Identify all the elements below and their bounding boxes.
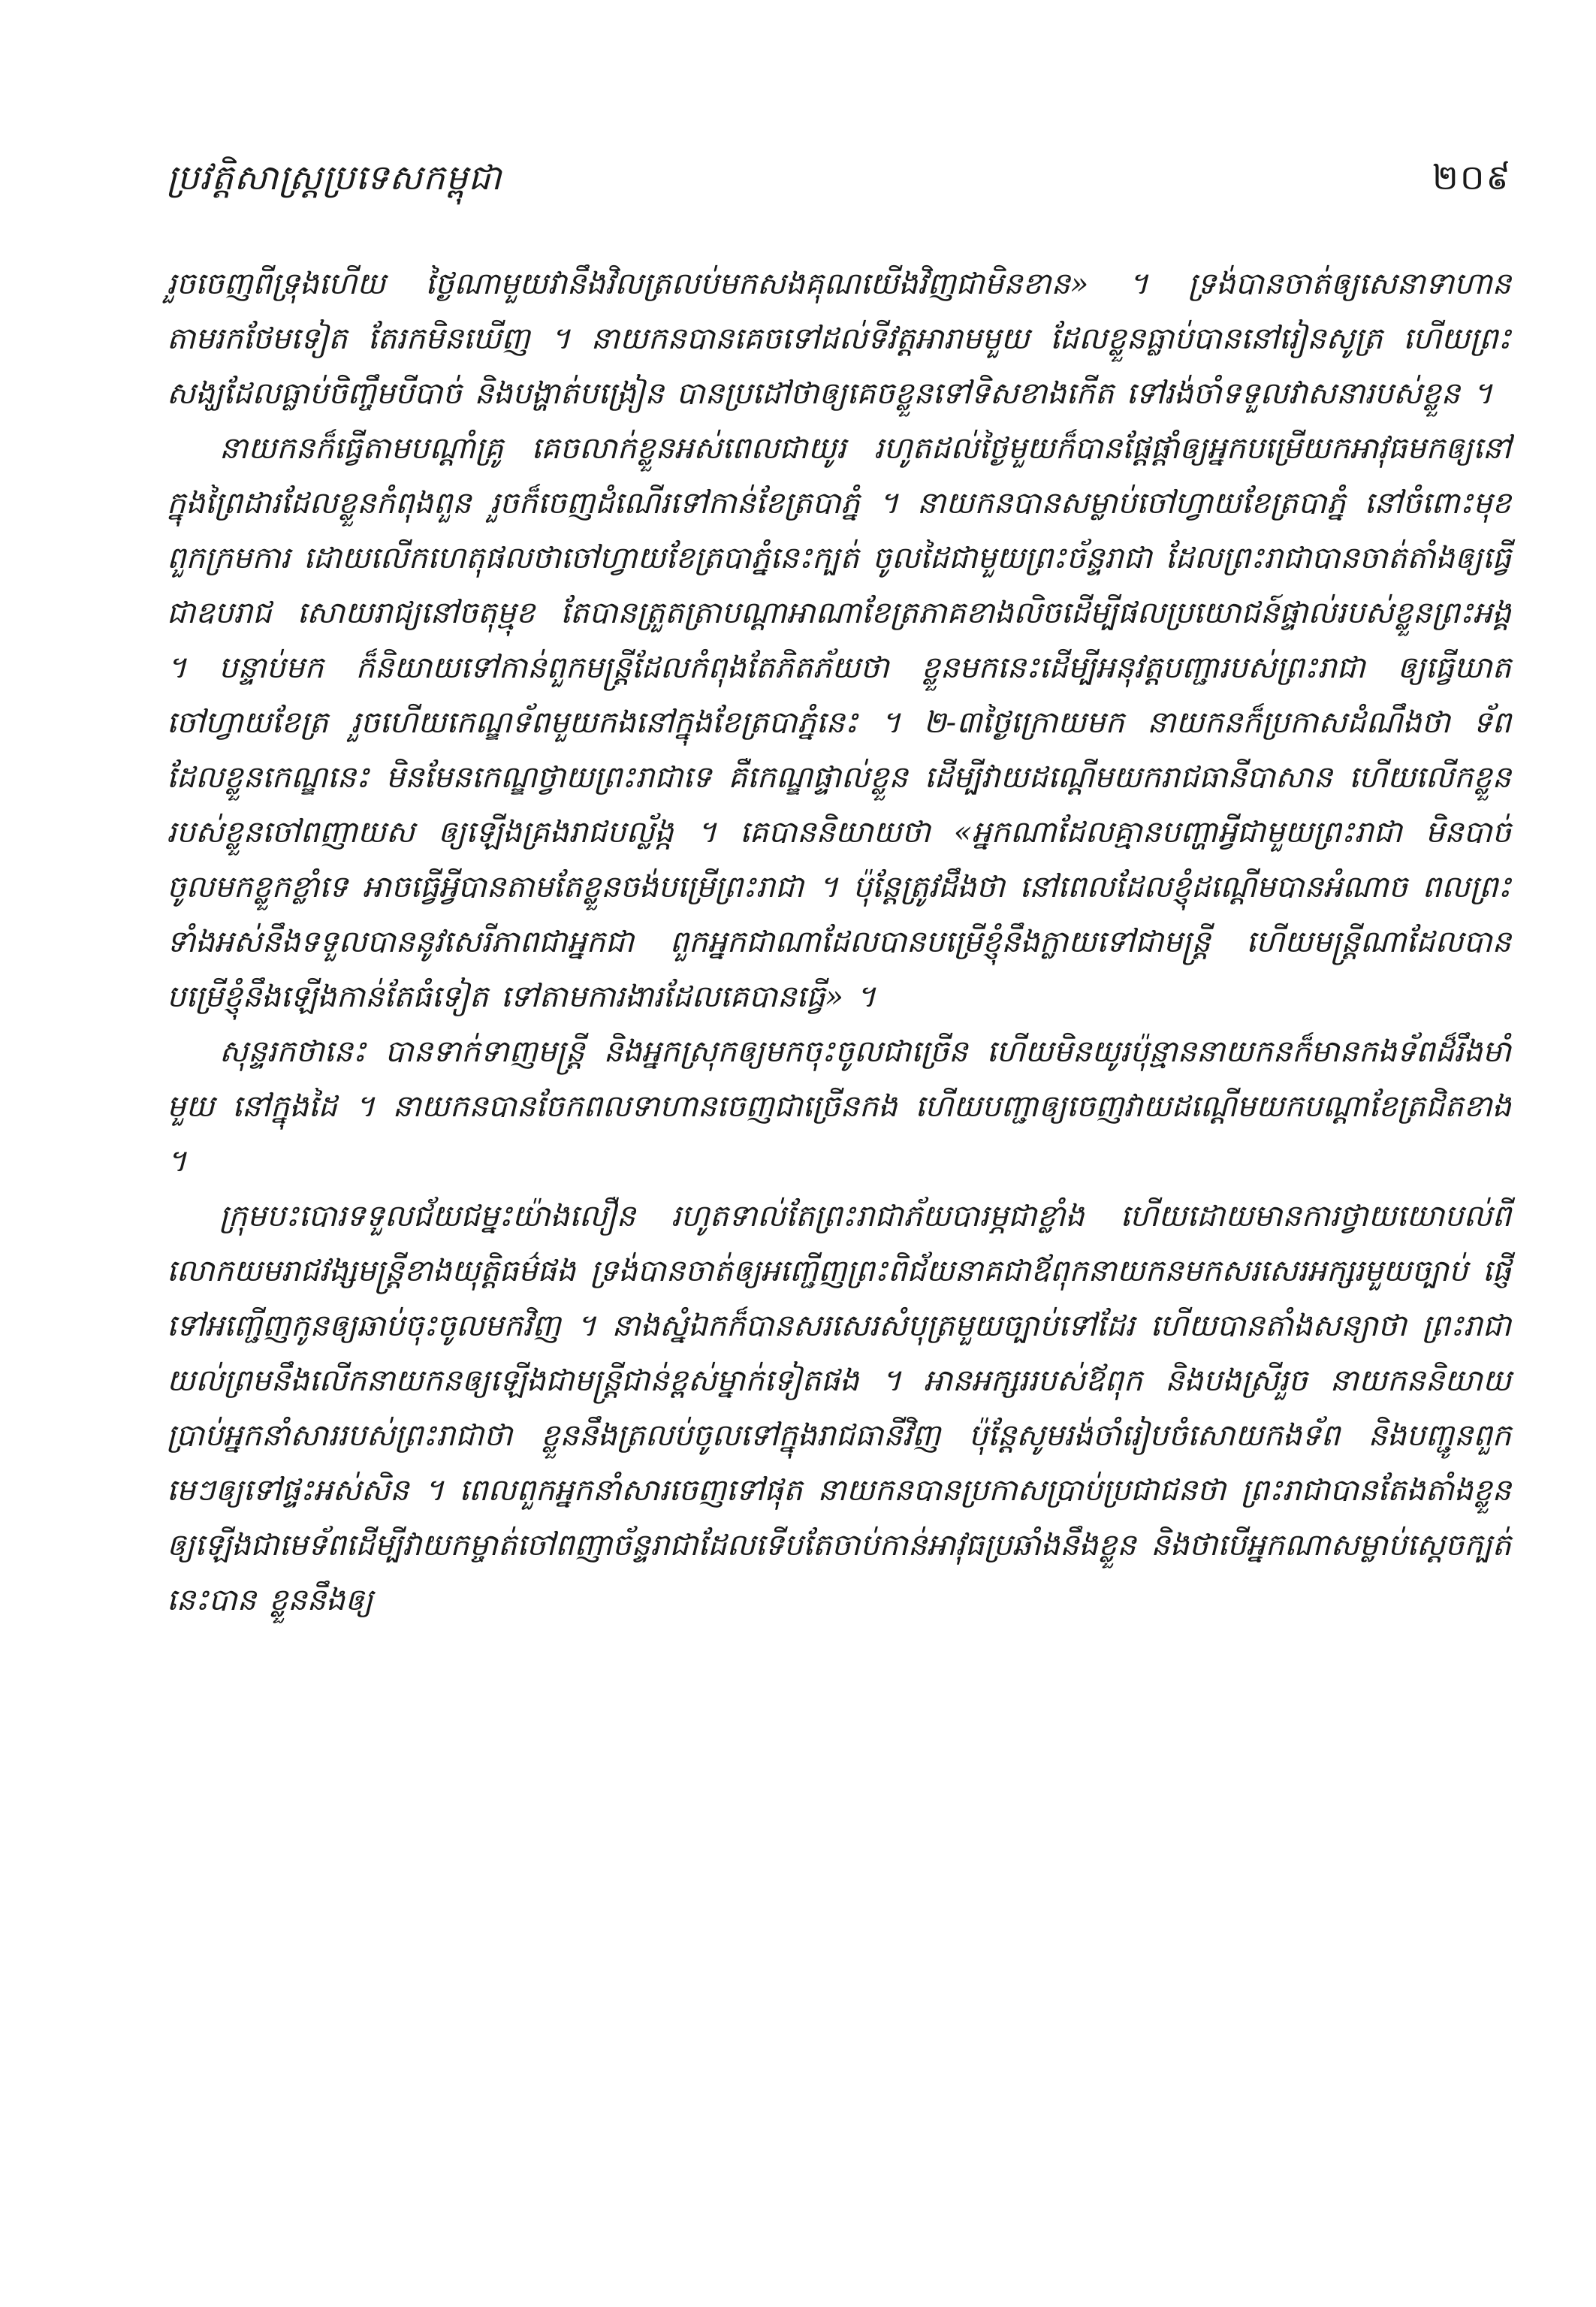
body-text <box>167 257 1511 1628</box>
paragraph-1: រួចចេញពីទ្រុងហើយ ថ្ងៃណាមួយវានឹងវិលត្រលប់មកសងគុណយើងវិញជាមិនខាន» ។ ទ្រង់បានចាត់ឲ្យសេនាទាហានតាមរកថែមទៀត តែរកមិនឃើញ ។ នាយកនបានគេចទៅដល់ទីវត្តអារាមមួយ ដែលខ្លួនធ្លាប់បាននៅរៀនសូត្រ ហើយព្រះសង្ឃដែលធ្លាប់ចិញ្ចឹមបីបាច់ និងបង្ហាត់បង្រៀន បានប្រដៅថាឲ្យគេចខ្លួនទៅទិសខាងកើត ទៅរង់ចាំទទួលវាសនារបស់ខ្លួន ។ <box>167 267 1511 411</box>
paragraph-2: នាយកនក៏ធ្វើតាមបណ្តាំគ្រូ គេចលាក់ខ្លួនអស់ពេលជាយូរ រហូតដល់ថ្ងៃមួយក៏បានផ្តែផ្តាំឲ្យអ្នកបម្រើយកអាវុធមកឲ្យនៅក្នុងព្រៃដារដែលខ្លួនកំពុងពួន រួចក៏ចេញដំណើរទៅកាន់ខែត្របាភ្នំ ។ នាយកនបានសម្លាប់ចៅហ្វាយខែត្របាភ្នំ នៅចំពោះមុខពួកក្រមការ ដោយលើកហេតុផលថាចៅហ្វាយខែត្របាភ្នំនេះក្បត់ ចូលដៃជាមួយព្រះច័ន្ទរាជា ដែលព្រះរាជាបានចាត់តាំងឲ្យធ្វើជាឧបរាជ សោយរាជ្យនៅចតុម្មុខ តែបានត្រួតត្រាបណ្តាអាណាខែត្រភាគខាងលិចដើម្បីផលប្រយោជន៍ផ្ទាល់របស់ខ្លួនព្រះអង្គ ។ បន្ទាប់មក ក៏និយាយទៅកាន់ពួកមន្ត្រីដែលកំពុងតែភិតភ័យថា ខ្លួនមកនេះដើម្បីអនុវត្តបញ្ជារបស់ព្រះរាជា ឲ្យធ្វើឃាតចៅហ្វាយខែត្រ រួចហើយកេណ្ឌទ័ពមួយកងនៅក្នុងខែត្របាភ្នំនេះ ។ ២-៣ថ្ងៃក្រោយមក នាយកនក៏ប្រកាសដំណឹងថា ទ័ពដែលខ្លួនកេណ្ឌនេះ មិនមែនកេណ្ឌថ្វាយព្រះរាជាទេ គឺកេណ្ឌផ្ទាល់ខ្លួន ដើម្បីវាយដណ្តើមយករាជធានីបាសាន ហើយលើកខ្លួនរបស់ខ្លួនចៅពញាយស ឲ្យឡើងគ្រងរាជបល្ល័ង្ក ។ គេបាននិយាយថា «អ្នកណាដែលគ្មានបញ្ហាអ្វីជាមួយព្រះរាជា មិនបាច់ចូលមកខ្លួកខ្លាំទេ អាចធ្វើអ្វីបានតាមតែខ្លួនចង់បម្រើព្រះរាជា ។ ប៉ុន្តែត្រូវដឹងថា នៅពេលដែលខ្ញុំដណ្តើមបានអំណាច ពលព្រះ ទាំងអស់នឹងទទួលបាននូវសេរីភាពជាអ្នកជា ពួកអ្នកជាណាដែលបានបម្រើខ្ញុំនឹងក្លាយទៅជាមន្ត្រី ហើយមន្ត្រីណាដែលបានបម្រើខ្ញុំនឹងឡើងកាន់តែធំទៀត ទៅតាមការងារដែលគេបានធ្វើ» ។ <box>167 431 1511 1014</box>
page-number: ២០៩ <box>1432 157 1512 198</box>
running-header <box>167 156 1512 216</box>
paragraph-3: សុន្ទរកថានេះ បានទាក់ទាញមន្ត្រី និងអ្នកស្រុកឲ្យមកចុះចូលជាច្រើន ហើយមិនយូរប៉ុន្មាននាយកនក៏មានកងទ័ពដ៏រឹងមាំមួយ នៅក្នុងដៃ ។ នាយកនបានចែកពលទាហានចេញជាច្រើនកង ហើយបញ្ជាឲ្យចេញវាយដណ្តើមយកបណ្តាខែត្រជិតខាង ។ <box>167 1034 1511 1179</box>
paragraph-4: ក្រុមបះបោរទទួលជ័យជម្នះយ៉ាងលឿន រហូតទាល់តែព្រះរាជាភ័យបារម្ភជាខ្លាំង ហើយដោយមានការថ្វាយយោបល់ពីលោកយមរាជវង្សមន្ត្រីខាងយុត្តិធម៌ផង ទ្រង់បានចាត់ឲ្យអញ្ជើញព្រះពិជ័យនាគជាឪពុកនាយកនមកសរសេរអក្សរមួយច្បាប់ ផ្ញើទៅអញ្ជើញកូនឲ្យឆាប់ចុះចូលមកវិញ ។ នាងស្នំឯកក៏បានសរសេរសំបុត្រមួយច្បាប់ទៅដែរ ហើយបានតាំងសន្យាថា ព្រះរាជាយល់ព្រមនឹងលើកនាយកនឲ្យឡើងជាមន្ត្រីជាន់ខ្ពស់ម្នាក់ទៀតផង ។ អានអក្សររបស់ឪពុក និងបងស្រីរួច នាយកននិយាយប្រាប់អ្នកនាំសាររបស់ព្រះរាជាថា ខ្លួននឹងត្រលប់ចូលទៅក្នុងរាជធានីវិញ ប៉ុន្តែសូមរង់ចាំរៀបចំសោយកងទ័ព និងបញ្ជូនពួកមេៗឲ្យទៅផ្ទះអស់សិន ។ ពេលពួកអ្នកនាំសារចេញទៅផុត នាយកនបានប្រកាសប្រាប់ប្រជាជនថា ព្រះរាជាបានតែងតាំងខ្លួនឲ្យឡើងជាមេទ័ពដើម្បីវាយកម្ចាត់ចៅពញាច័ន្ទរាជាដែលទើបតែចាប់កាន់អាវុធប្រឆាំងនឹងខ្លួន និងថាបើអ្នកណាសម្លាប់ស្តេចក្បត់នេះបាន ខ្លួននឹងឲ្យ <box>167 1199 1511 1617</box>
book-title: ប្រវត្តិសាស្ត្រប្រទេសកម្ពុជា <box>167 157 502 198</box>
